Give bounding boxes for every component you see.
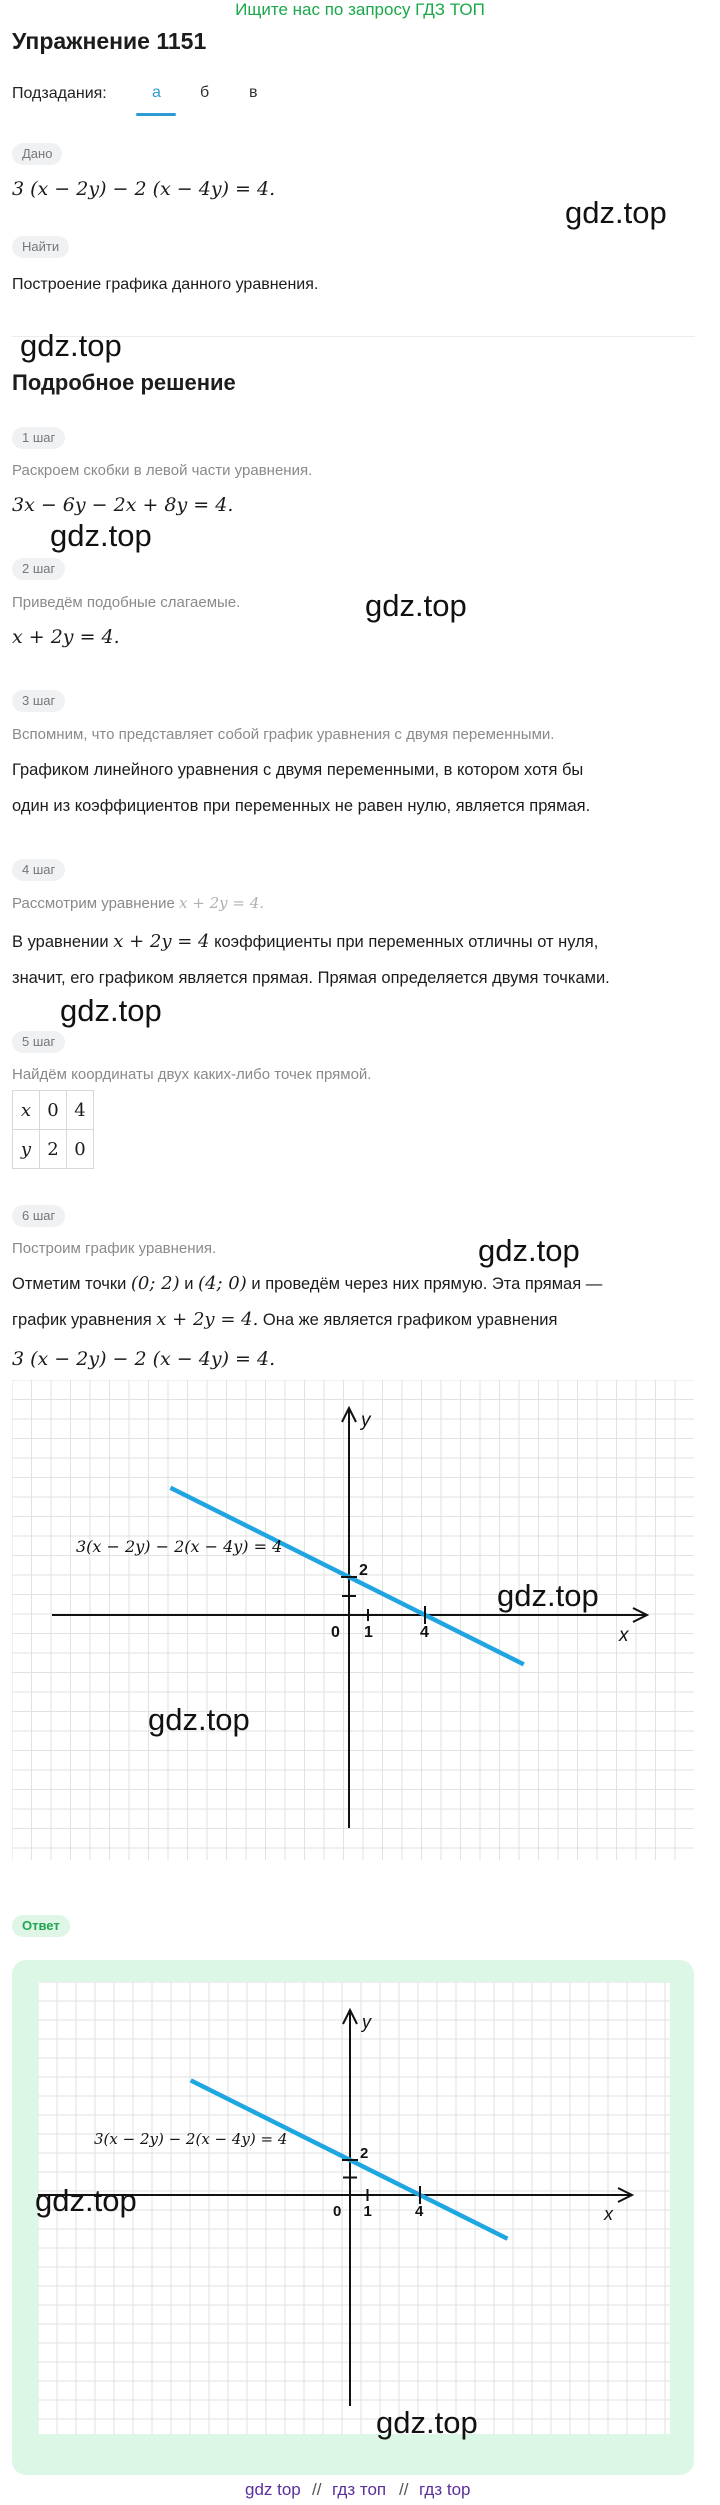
footer-link[interactable]: гдз top [419,2480,471,2499]
search-banner[interactable]: Ищите нас по запросу ГДЗ ТОП [235,0,485,19]
step-6-line-2-b: Она же является графиком уравнения [262,1311,558,1329]
watermark: gdz.top [35,2183,137,2218]
watermark: gdz.top [497,1578,599,1613]
table-cell: 0 [67,1130,94,1169]
tab-v[interactable]: в [249,84,258,101]
tick-label-y2: 2 [359,1562,368,1579]
step-6-line-1-a: Отметим точки [12,1275,127,1293]
equation-graph [12,1380,694,1860]
find-pill: Найти [12,236,69,258]
footer-separator: // [399,2480,409,2499]
origin-label: 0 [333,2203,342,2220]
active-tab-indicator [136,113,176,116]
watermark: gdz.top [565,195,667,230]
step-6-line-2-math: x + 2y = 4. [156,1309,259,1330]
step-1-pill: 1 шаг [12,427,65,449]
tab-b[interactable]: б [200,84,210,101]
step-6-line-1-c: и проведём через них прямую. Эта прямая — [251,1275,603,1293]
watermark: gdz.top [148,1702,250,1737]
table-cell: 2 [40,1130,67,1169]
step-2-pill: 2 шаг [12,558,65,580]
tick-label-x4: 4 [420,1624,429,1641]
equation-label: 3(x − 2y) − 2(x − 4y) = 4 [76,1537,283,1556]
find-text: Построение графика данного уравнения. [12,276,319,293]
points-table [12,1090,94,1169]
answer-pill: Ответ [12,1915,70,1937]
watermark: gdz.top [20,328,122,363]
step-4-text: Рассмотрим уравнение [12,895,175,912]
step-5-pill: 5 шаг [12,1031,65,1053]
step-4-line-2: значит, его графиком является прямая. Прямая определяется двумя точками. [12,969,610,987]
step-6-pill: 6 шаг [12,1205,65,1227]
point-1: (0; 2) [130,1273,180,1294]
subtasks-label: Подзадания: [12,85,107,102]
step-2-math: x + 2y = 4. [12,626,120,648]
step-4-text-math: x + 2y = 4. [179,894,265,912]
y-axis-label: y [362,2012,371,2032]
y-axis-label: y [361,1410,371,1431]
step-4-line-1 [12,924,598,960]
graph-background [12,1380,694,1860]
watermark: gdz.top [376,2405,478,2440]
step-4-line-1-a: В уравнении [12,933,109,951]
tick-label-x1: 1 [364,1624,373,1641]
footer-link[interactable]: гдз топ [332,2480,387,2499]
table-row [13,1130,94,1169]
tab-a[interactable]: а [152,84,161,101]
step-6-line-3: 3 (x − 2y) − 2 (x − 4y) = 4. [12,1348,276,1370]
table-cell: x [13,1091,40,1130]
footer-link[interactable]: gdz top [245,2480,301,2499]
step-1-math: 3x − 6y − 2x + 8y = 4. [12,494,234,516]
step-6-line-2-a: график уравнения [12,1311,152,1329]
footer-separator: // [312,2480,322,2499]
tick-label-x4: 4 [415,2203,424,2220]
tick-label-y2: 2 [360,2145,369,2162]
step-6-text: Построим график уравнения. [12,1240,217,1257]
step-6-line-2 [12,1302,557,1338]
step-4-text-row [12,894,264,912]
point-2: (4; 0) [198,1273,247,1294]
given-equation: 3 (x − 2y) − 2 (x − 4y) = 4. [12,178,276,200]
solution-heading: Подробное решение [12,370,236,395]
watermark: gdz.top [365,588,467,623]
step-6-line-1-b: и [184,1275,194,1293]
equation-label: 3(x − 2y) − 2(x − 4y) = 4 [94,2130,288,2148]
step-4-pill: 4 шаг [12,859,65,881]
table-cell: y [13,1130,40,1169]
given-pill: Дано [12,143,62,165]
step-6-line-1 [12,1266,602,1302]
x-axis-label: x [604,2204,613,2224]
step-3-pill: 3 шаг [12,690,65,712]
watermark: gdz.top [50,518,152,553]
table-cell: 4 [67,1091,94,1130]
watermark: gdz.top [60,993,162,1028]
step-3-line-2: один из коэффициентов при переменных не равен нулю, является прямая. [12,797,591,815]
page-title: Упражнение 1151 [12,28,207,54]
table-cell: 0 [40,1091,67,1130]
watermark: gdz.top [478,1233,580,1268]
origin-label: 0 [331,1624,340,1641]
step-1-text: Раскроем скобки в левой части уравнения. [12,462,313,479]
step-4-line-1-math: x + 2y = 4 [113,931,210,952]
table-row [13,1091,94,1130]
step-2-text: Приведём подобные слагаемые. [12,594,241,611]
step-5-text: Найдём координаты двух каких-либо точек прямой. [12,1066,372,1083]
step-3-text: Вспомним, что представляет собой график уравнения с двумя переменными. [12,726,555,743]
tick-label-x1: 1 [363,2203,372,2220]
step-3-line-1: Графиком линейного уравнения с двумя переменными, в котором хотя бы [12,761,584,779]
step-4-line-1-b: коэффициенты при переменных отличны от нуля, [214,933,599,951]
x-axis-label: x [619,1625,629,1646]
